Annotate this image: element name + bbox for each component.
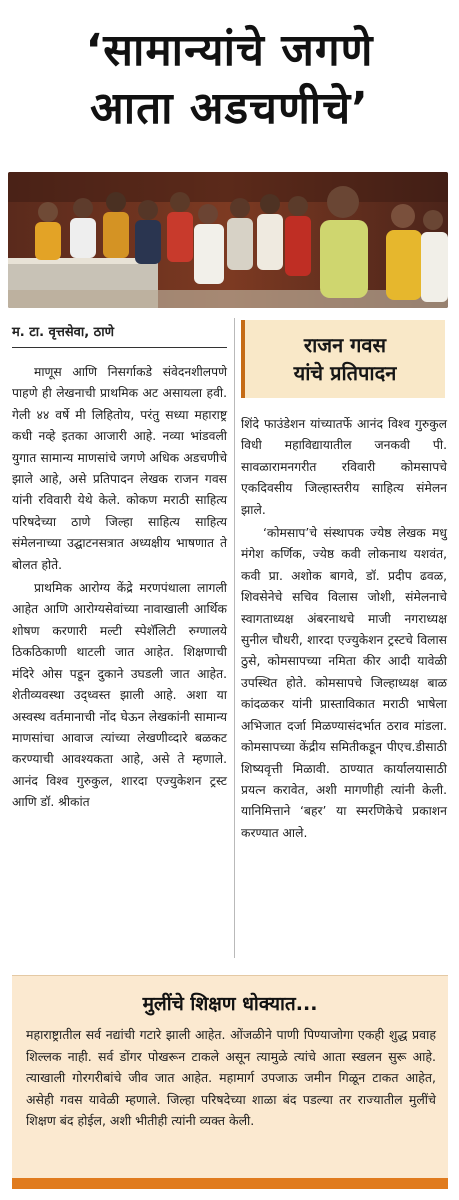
paragraph: माणूस आणि निसर्गाकडे संवेदनशीलपणे पाहणे ही लेखनाची प्राथमिक अट असायला हवी. गेली ४४ वर्षे मी लिहितोय, परंतु सध्या महाराष्ट्र कधी नव्हे इतका आजारी आहे. नव्या भांडवली युगात सामान्य माणसांचे जगणे अधिक अडचणीचे झाले आहे, असे प्रतिपादन लेखक राजन गवस यांनी रविवारी येथे केले. कोकण मराठी साहित्य परिषदेच्या ठाणे जिल्हा साहित्य साहित्य संमेलनाच्या उद्घाटनसत्रात अध्यक्षीय भाषणात ते बोलत होते. [12, 365, 227, 572]
deck-line-2: यांचे प्रतिपादन [293, 361, 397, 385]
deck-line-1: राजन गवस [303, 333, 387, 357]
event-photo [8, 172, 448, 308]
headline-line-1: ‘सामान्यांचे जगणे [85, 25, 374, 76]
paragraph: ‘कोमसाप’चे संस्थापक ज्येष्ठ लेखक मधु मंगेश कर्णिक, ज्येष्ठ कवी लोकनाथ यशवंत, कवी प्रा. अशोक बागवे, डॉ. प्रदीप ढवळ, शिवसेनेचे सचिव विलास जोशी, संमेलनाचे स्वागताध्यक्ष अंबरनाथचे माजी नगराध्यक्ष सुनील चौधरी, शारदा एज्युकेशन ट्रस्टचे विलास ठुसे, कोमसापच्या नमिता कीर आदी यावेळी उपस्थित होते. कोमसापचे जिल्हाध्यक्ष बाळ कांदळकर यांनी प्रास्ताविकात मराठी भाषेला अभिजात दर्जा मिळण्यासंदर्भात ठराव मांडला. कोमसापच्या केंद्रीय समितीकडून पीएच.डीसाठी शिष्यवृत्ती मिळावी. ठाण्यात कार्यालयासाठी प्रयत्न करावेत, अशी मागणीही त्यांनी केली. यानिमित्ताने ‘बहर’ या स्मरणिकेचे प्रकाशन करण्यात आले. [241, 526, 447, 840]
byline-divider [12, 347, 227, 348]
column-divider [234, 318, 235, 958]
headline [0, 0, 459, 165]
sidebar-box-bottom-bar [12, 1178, 448, 1189]
byline: म. टा. वृत्तसेवा, ठाणे [12, 325, 114, 340]
sidebar-box-text: महाराष्ट्रातील सर्व नद्यांची गटारे झाली आहेत. ओंजळीने पाणी पिण्याजोगा एकही शुद्ध प्रवाह शिल्लक नाही. सर्व डोंगर पोखरून टाकले असून त्यामुळे त्यांचे आता स्खलन सुरू आहे. त्याखाली गोरगरीबांचे जीव जात आहेत. महामार्ग उपजाऊ जमीन गिळून टाकत आहेत, असेही गवस यावेळी म्हणाले. जिल्हा परिषदेच्या शाळा बंद पडल्या तर राज्यातील मुलींचे शिक्षण बंद होईल, अशी भीतीही त्यांनी व्यक्त केली. [26, 1027, 436, 1129]
right-column [241, 414, 447, 846]
paragraph: शिंदे फाउंडेशन यांच्यातर्फे आनंद विश्व गुरुकुल विधी महाविद्यायातील जनकवी पी. सावळारामनगरीत रविवारी कोमसापचे एकदिवसीय जिल्हास्तरीय साहित्य संमेलन झाले. [241, 417, 447, 517]
sidebar-box-title: मुलींचे शिक्षण धोक्यात... [142, 993, 318, 1015]
sidebar-box [12, 975, 448, 1178]
deck-box [241, 320, 445, 398]
paragraph: प्राथमिक आरोग्य केंद्रे मरणपंथाला लागली आहेत आणि आरोग्यसेवांच्या नावाखाली आर्थिक शोषण करणारी मल्टी स्पेशॅलिटी रुग्णालये ठिकठिकाणी थाटली जात आहेत. शिक्षणाची मंदिरे ओस पडून दुकाने उघडली जात आहेत. शेतीव्यवस्था उद्ध्वस्त झाली आहे. अशा या अस्वस्थ वर्तमानाची नोंद घेऊन लेखकांनी सामान्य माणसांचा आवाज त्यांच्या लेखणीव्दारे बळकट करण्याची आवश्यकता आहे, असे ते म्हणाले. आनंद विश्व गुरुकुल, शारदा एज्युकेशन ट्रस्ट आणि डॉ. श्रीकांत [12, 581, 227, 810]
left-column [12, 362, 227, 816]
headline-line-2: आता अडचणीचे’ [90, 83, 369, 134]
